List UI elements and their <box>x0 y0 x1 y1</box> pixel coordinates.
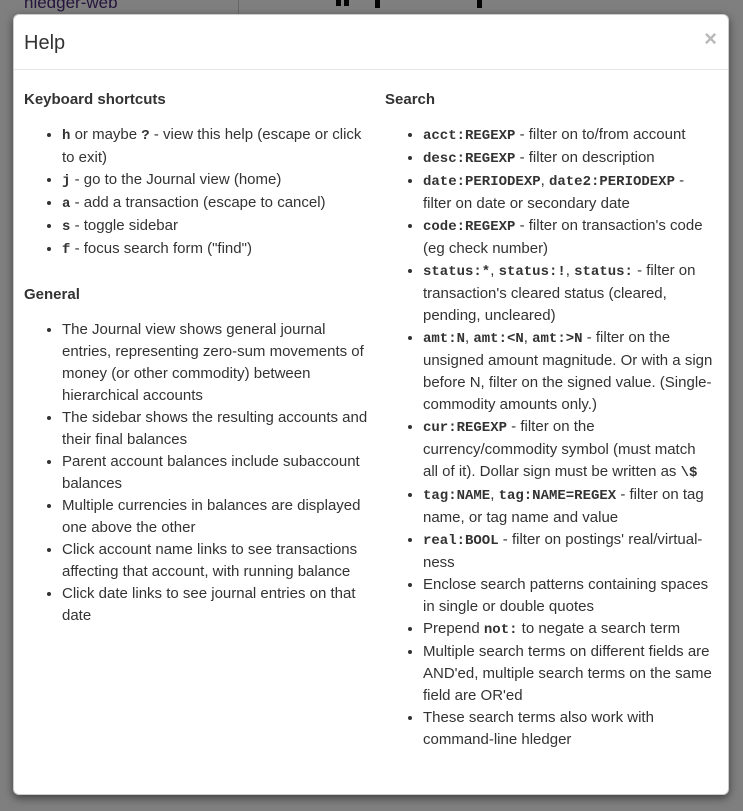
modal-body <box>14 70 728 795</box>
section-heading: Search <box>385 91 436 108</box>
list-item <box>423 618 714 641</box>
list-item <box>423 484 714 529</box>
item-text: The Journal view shows general journal entries, representing zero-sum movements of money (or other commodity) between hierarchical accounts <box>62 321 364 404</box>
help-column-left <box>24 90 369 775</box>
code-term: a <box>62 196 71 212</box>
item-text: , <box>540 172 549 189</box>
list-item <box>423 416 714 484</box>
item-text: - filter on the unsigned amount magnitude. Or with a sign before N, filter on the signed value. (Single-commodity amounts only.) <box>423 329 713 413</box>
list-item <box>62 238 369 261</box>
code-term: cur:REGEXP <box>423 420 508 436</box>
help-modal <box>13 14 729 795</box>
list-item <box>62 451 369 495</box>
item-text: - filter on transaction's code (eg check number) <box>423 217 703 257</box>
code-term: amt:N <box>423 331 466 347</box>
item-text: - filter on description <box>515 149 655 166</box>
code-term: status:! <box>498 264 566 280</box>
code-term: amt:>N <box>532 331 583 347</box>
code-term: tag:NAME=REGEX <box>498 488 617 504</box>
item-text: - add a transaction (escape to cancel) <box>70 194 326 211</box>
item-text: , <box>490 262 499 279</box>
list-item <box>423 170 714 215</box>
modal-header <box>14 15 728 70</box>
item-text: Click account name links to see transactions affecting that account, with running balance <box>62 541 358 580</box>
code-term: \$ <box>680 465 698 481</box>
code-term: h <box>62 128 71 144</box>
item-text: - filter on date or secondary date <box>423 172 685 212</box>
list-item <box>423 574 714 618</box>
list-item <box>423 327 714 416</box>
list-item <box>62 583 369 627</box>
item-text: , <box>490 486 499 503</box>
item-text: Multiple currencies in balances are displayed one above the other <box>62 497 361 536</box>
code-term: f <box>62 242 71 258</box>
list-item <box>423 215 714 260</box>
modal-title: Help <box>24 32 66 54</box>
code-term: amt:<N <box>473 331 524 347</box>
code-term: desc:REGEXP <box>423 151 516 167</box>
close-icon[interactable]: × <box>704 26 717 51</box>
item-text: , <box>565 262 575 279</box>
code-term: code:REGEXP <box>423 219 516 235</box>
item-text: Enclose search patterns containing spaces in single or double quotes <box>423 576 709 615</box>
code-term: real:BOOL <box>423 533 499 549</box>
list-item <box>62 495 369 539</box>
list-item <box>62 319 369 407</box>
item-text: - filter on transaction's cleared status (cleared, pending, uncleared) <box>423 262 696 324</box>
list-item <box>62 192 369 215</box>
item-text: Parent account balances include subaccount balances <box>62 453 360 492</box>
item-text: These search terms also work with command-line hledger <box>423 709 654 748</box>
item-text: - filter on to/from account <box>515 126 686 143</box>
item-text: The sidebar shows the resulting accounts and their final balances <box>62 409 368 448</box>
code-term: date2:PERIODEXP <box>548 174 675 190</box>
item-text: , <box>465 329 474 346</box>
list-item <box>423 707 714 751</box>
code-term: ? <box>141 128 150 144</box>
item-text: - filter on tag name, or tag name and value <box>423 486 704 526</box>
item-text: - go to the Journal view (home) <box>70 171 282 188</box>
list-item <box>423 124 714 147</box>
list-item <box>62 539 369 583</box>
item-text: - filter on postings' real/virtual-ness <box>423 531 703 571</box>
item-text: - focus search form ("find") <box>70 240 252 257</box>
item-text: Prepend <box>423 620 484 637</box>
code-term: j <box>62 173 71 189</box>
help-list <box>24 319 369 627</box>
item-text: - toggle sidebar <box>70 217 178 234</box>
code-term: status:* <box>423 264 491 280</box>
item-text: or maybe <box>70 126 142 143</box>
help-column-right <box>369 90 714 775</box>
help-list <box>24 124 369 261</box>
list-item <box>423 260 714 327</box>
list-item <box>62 407 369 451</box>
item-text: Click date links to see journal entries on that date <box>62 585 356 624</box>
list-item <box>62 169 369 192</box>
item-text: , <box>523 329 533 346</box>
code-term: not: <box>483 622 518 638</box>
list-item <box>62 124 369 169</box>
item-text: to negate a search term <box>517 620 681 637</box>
code-term: s <box>62 219 71 235</box>
code-term: date:PERIODEXP <box>423 174 541 190</box>
section-heading: Keyboard shortcuts <box>24 91 166 108</box>
code-term: acct:REGEXP <box>423 128 516 144</box>
item-text: Multiple search terms on different fields are AND'ed, multiple search terms on the same field are OR'ed <box>423 643 712 704</box>
code-term: tag:NAME <box>423 488 491 504</box>
code-term: status: <box>574 264 633 280</box>
item-text: - filter on the currency/commodity symbol (must match all of it). Dollar sign must be written as <box>423 418 696 480</box>
list-item <box>423 529 714 574</box>
item-text: - view this help (escape or click to exit) <box>62 126 362 166</box>
list-item <box>62 215 369 238</box>
help-list <box>385 124 714 751</box>
section-heading: General <box>24 286 80 303</box>
list-item <box>423 147 714 170</box>
list-item <box>423 641 714 707</box>
